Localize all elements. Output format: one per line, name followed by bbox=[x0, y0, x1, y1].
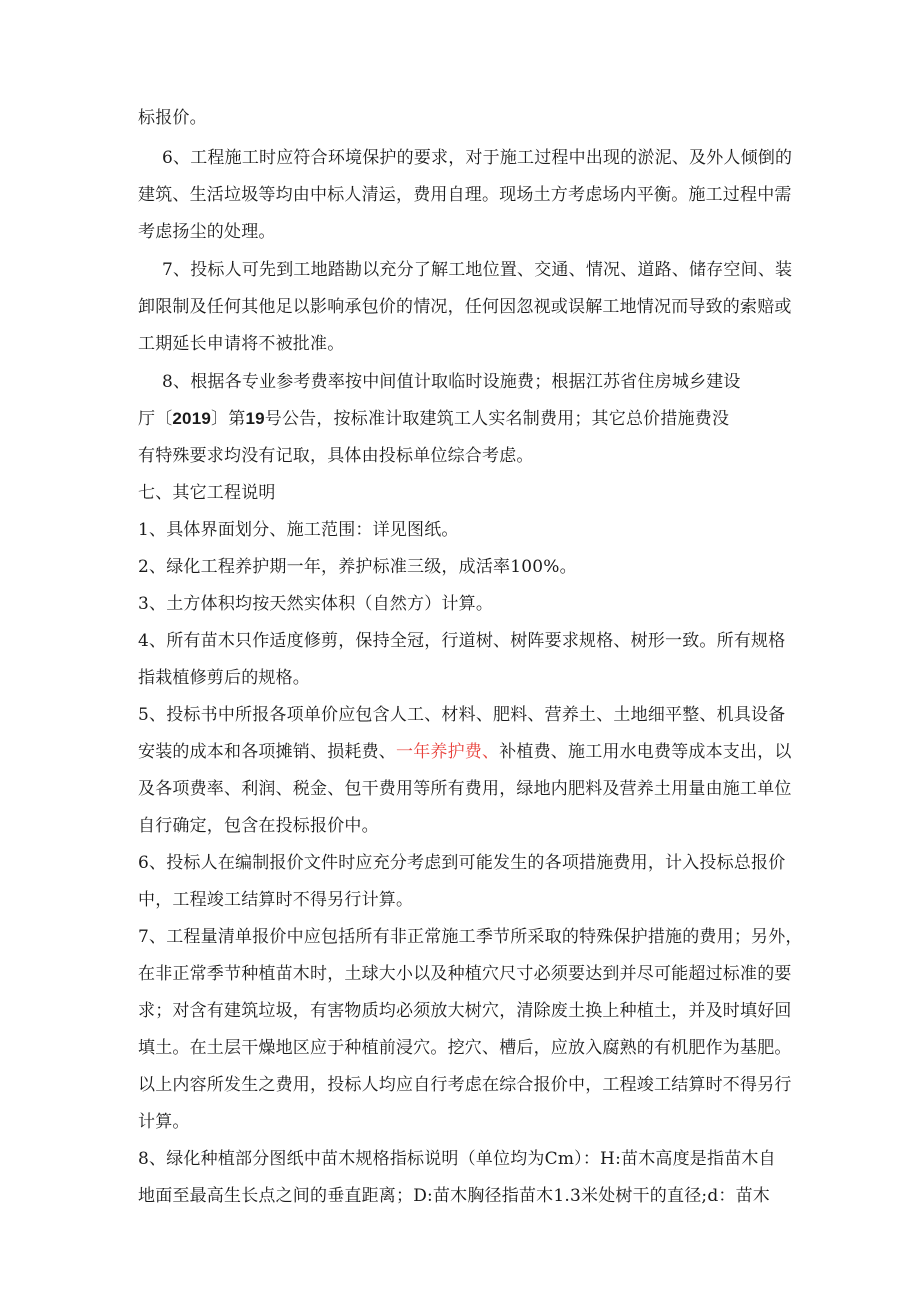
text-line: 8、根据各专业参考费率按中间值计取临时设施费；根据江苏省住房城乡建设 bbox=[162, 372, 741, 392]
text-line: 求；对含有建筑垃圾，有害物质均必须放大树穴，清除废土换上种植土，并及时填好回 bbox=[138, 1001, 792, 1021]
text-line: 8、绿化种植部分图纸中苗木规格指标说明（单位均为Cm）：H:苗木高度是指苗木自 bbox=[138, 1149, 776, 1169]
text-line: 7、投标人可先到工地踏勘以充分了解工地位置、交通、情况、道路、储存空间、装 bbox=[162, 260, 793, 280]
text-line: 工期延长申请将不被批准。 bbox=[138, 334, 345, 354]
text-line: 中，工程竣工结算时不得另行计算。 bbox=[138, 890, 414, 910]
text-line: 6、工程施工时应符合环境保护的要求，对于施工过程中出现的淤泥、及外人倾倒的 bbox=[162, 148, 793, 168]
text-line: 及各项费率、利润、税金、包干费用等所有费用，绿地内肥料及营养土用量由施工单位 bbox=[138, 779, 792, 799]
text-line: 建筑、生活垃圾等均由中标人清运，费用自理。现场土方考虑场内平衡。施工过程中需 bbox=[138, 185, 792, 205]
announcement-number: 19 bbox=[245, 409, 265, 428]
text-line: 6、投标人在编制报价文件时应充分考虑到可能发生的各项措施费用，计入投标总报价 bbox=[138, 853, 786, 873]
text-line: 地面至最高生长点之间的垂直距离；D:苗木胸径指苗木1.3米处树干的直径;d：苗木 bbox=[138, 1186, 771, 1206]
text-line: 在非正常季节种植苗木时，土球大小以及种植穴尺寸必须要达到并尽可能超过标准的要 bbox=[138, 964, 792, 984]
text-line: 卸限制及任何其他足以影响承包价的情况，任何因忽视或误解工地情况而导致的索赔或 bbox=[138, 297, 792, 317]
text-line-cost bbox=[138, 740, 792, 764]
year-number: 2019 bbox=[172, 409, 212, 428]
text-line: 有特殊要求均没有记取，具体由投标单位综合考虑。 bbox=[138, 446, 534, 466]
text-run: 〕第 bbox=[211, 409, 246, 429]
text-run: 号公告，按标准计取建筑工人实名制费用；其它总价措施费没 bbox=[264, 409, 730, 429]
text-line: 7、工程量清单报价中应包括所有非正常施工季节所采取的特殊保护措施的费用；另外， bbox=[138, 927, 803, 947]
text-line: 以上内容所发生之费用，投标人均应自行考虑在综合报价中，工程竣工结算时不得另行 bbox=[138, 1075, 792, 1095]
text-line: 4、所有苗木只作适度修剪，保持全冠，行道树、树阵要求规格、树形一致。所有规格 bbox=[138, 631, 786, 651]
text-run: 厅〔 bbox=[138, 409, 173, 429]
text-line: 2、绿化工程养护期一年，养护标准三级，成活率100%。 bbox=[138, 557, 577, 577]
highlighted-text: 一年养护费、 bbox=[396, 742, 500, 762]
text-run: 补植费、施工用水电费等成本支出，以 bbox=[499, 742, 792, 762]
text-line: 计算。 bbox=[138, 1112, 190, 1132]
text-line: 指栽植修剪后的规格。 bbox=[138, 668, 310, 688]
text-line: 3、土方体积均按天然实体积（自然方）计算。 bbox=[138, 594, 494, 614]
text-line: 自行确定，包含在投标报价中。 bbox=[138, 816, 379, 836]
section-heading: 七、其它工程说明 bbox=[138, 483, 276, 503]
text-line: 标报价。 bbox=[138, 108, 207, 128]
text-line: 考虑扬尘的处理。 bbox=[138, 222, 276, 242]
text-run: 安装的成本和各项摊销、损耗费、 bbox=[138, 742, 396, 762]
text-line: 填土。在土层干燥地区应于种植前浸穴。挖穴、槽后，应放入腐熟的有机肥作为基肥。 bbox=[138, 1038, 792, 1058]
text-line: 5、投标书中所报各项单价应包含人工、材料、肥料、营养土、土地细平整、机具设备 bbox=[138, 705, 786, 725]
text-line: 1、具体界面划分、施工范围：详见图纸。 bbox=[138, 520, 459, 540]
text-line-announcement bbox=[138, 407, 729, 431]
